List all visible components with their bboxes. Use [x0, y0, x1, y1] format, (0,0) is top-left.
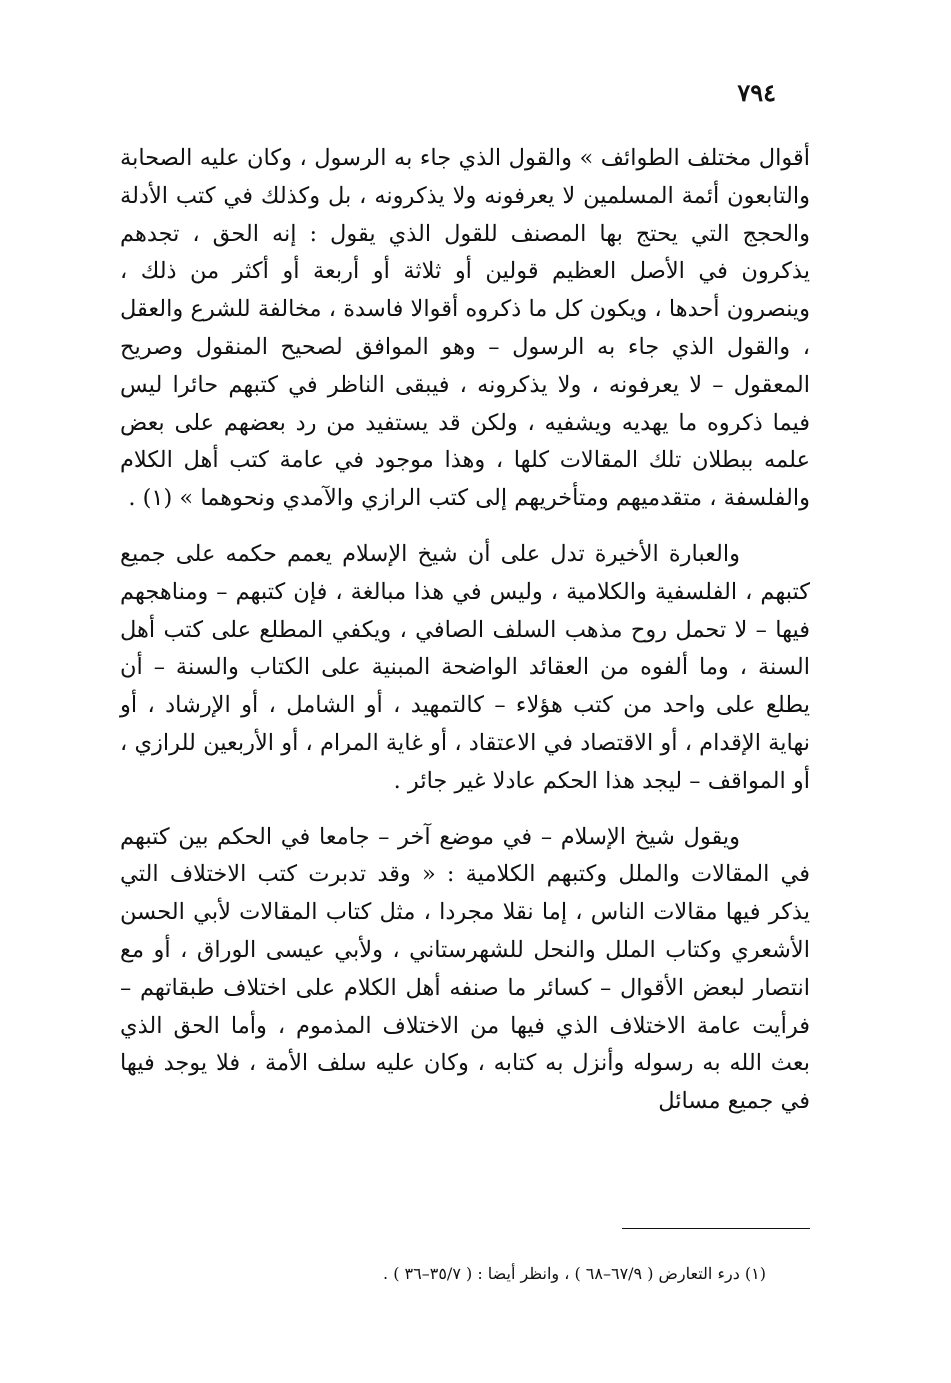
main-text: [120, 140, 810, 1121]
footnote: (١) درء التعارض ( ٦٧/٩–٦٨ ) ، وانظر أيضا : ( ٣٥/٧–٣٦ ) .: [383, 1264, 766, 1283]
footnote-divider: [622, 1228, 810, 1229]
paragraph-3: ويقول شيخ الإسلام – في موضع آخر – جامعا في الحكم بين كتبهم في المقالات والملل وكتبهم الكلامية : « وقد تدبرت كتب الاختلاف التي يذكر فيها مقالات الناس ، إما نقلا مجردا ، مثل كتاب المقالات لأبي الحسن الأشعري وكتاب الملل والنحل للشهرستاني ، ولأبي عيسى الوراق ، أو مع انتصار لبعض الأقوال – كسائر ما صنفه أهل الكلام على اختلاف طبقاتهم – فرأيت عامة الاختلاف الذي فيها من الاختلاف المذموم ، وأما الحق الذي بعث الله به رسوله وأنزل به كتابه ، وكان عليه سلف الأمة ، فلا يوجد فيها في جميع مسائل: [120, 823, 810, 1115]
page-number: ٧٩٤: [737, 78, 776, 107]
paragraph-1: أقوال مختلف الطوائف » والقول الذي جاء به الرسول ، وكان عليه الصحابة والتابعون أئمة المسلمين لا يعرفونه ولا يذكرونه ، بل وكذلك في كتب الأدلة والحجج التي يحتج بها المصنف للقول الذي يقول : إنه الحق ، تجدهم يذكرون في الأصل العظيم قولين أو ثلاثة أو أربعة أو أكثر من ذلك ، وينصرون أحدها ، ويكون كل ما ذكروه أقوالا فاسدة ، مخالفة للشرع والعقل ، والقول الذي جاء به الرسول – وهو الموافق لصحيح المنقول وصريح المعقول – لا يعرفونه ، ولا يذكرونه ، فيبقى الناظر في كتبهم حائرا ليس فيما ذكروه ما يهديه ويشفيه ، ولكن قد يستفيد من رد بعضهم على بعض علمه ببطلان تلك المقالات كلها ، وهذا موجود في عامة كتب أهل الكلام والفلسفة ، متقدميهم ومتأخريهم إلى كتب الرازي والآمدي ونحوهما » (١) .: [120, 145, 810, 512]
paragraph-2: والعبارة الأخيرة تدل على أن شيخ الإسلام يعمم حكمه على جميع كتبهم ، الفلسفية والكلامية ، وليس في هذا مبالغة ، فإن كتبهم – ومناهجهم فيها – لا تحمل روح مذهب السلف الصافي ، ويكفي المطلع على كتب أهل السنة ، وما ألفوه من العقائد الواضحة المبنية على الكتاب والسنة – أن يطلع على واحد من كتب هؤلاء – كالتمهيد ، أو الشامل ، أو الإرشاد ، أو نهاية الإقدام ، أو الاقتصاد في الاعتقاد ، أو غاية المرام ، أو الأربعين للرازي ، أو المواقف – ليجد هذا الحكم عادلا غير جائر .: [120, 540, 810, 794]
